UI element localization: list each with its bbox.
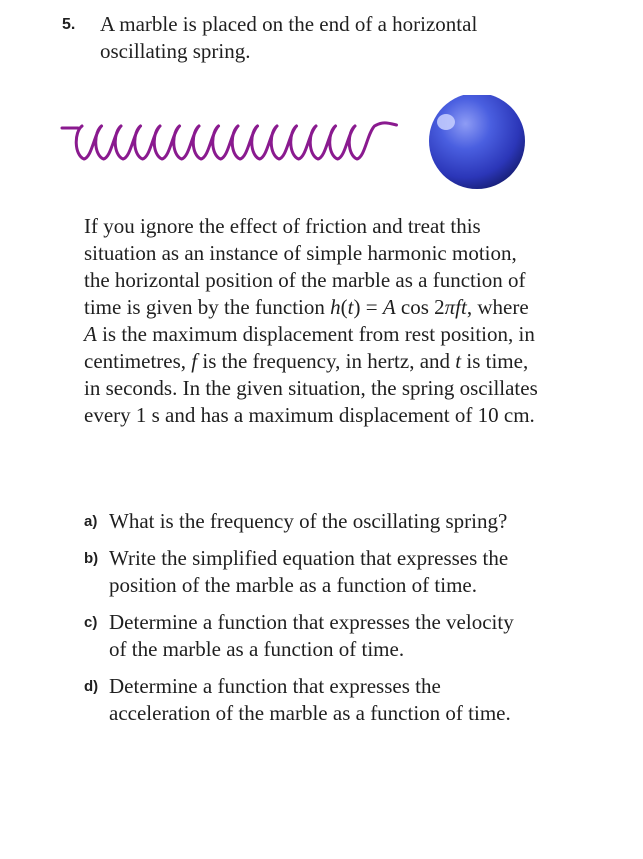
question-part-a <box>84 508 554 535</box>
a-variable: A <box>84 322 97 346</box>
function-lparen: ( <box>340 295 348 319</box>
spring-marble-illustration <box>60 95 530 205</box>
question-part-b <box>84 545 554 599</box>
problem-stem: A marble is placed on the end of a horizontal oscillating spring. <box>100 12 478 63</box>
question-parts <box>84 508 554 737</box>
description-text-1: If you ignore the effect of friction and treat this situation as an instance of simple harmonic motion, the horizontal position of the marble as a function of time is given by the function <box>84 214 526 319</box>
amplitude-symbol: A <box>382 295 396 319</box>
part-letter: b) <box>84 550 99 567</box>
cosine-text: cos 2 <box>395 295 445 319</box>
function-rparen: ) <box>353 295 361 319</box>
part-letter: d) <box>84 678 99 695</box>
description-text-5: is time, in seconds. In the given situation, the spring oscillates every 1 s and has a maximum displacement of 10 cm. <box>84 349 538 427</box>
pi-symbol: π <box>444 295 456 319</box>
part-text: Determine a function that expresses the acceleration of the marble as a function of time. <box>109 674 511 725</box>
marble-icon <box>429 95 525 189</box>
part-letter: a) <box>84 513 98 530</box>
f-variable: f <box>191 349 198 373</box>
spring-marble-figure <box>60 95 530 205</box>
description-text-2: , where <box>466 295 529 319</box>
marble-highlight <box>437 114 455 130</box>
problem-number: 5. <box>62 16 76 33</box>
equals-sign: = <box>360 295 383 319</box>
description-text-3: is the maximum displacement from rest position, in centimetres, <box>84 322 535 373</box>
t-variable: t <box>455 349 462 373</box>
question-part-d <box>84 673 554 727</box>
description-text-4: is the frequency, in hertz, and <box>197 349 456 373</box>
function-variable: t <box>347 295 354 319</box>
part-text: What is the frequency of the oscillating spring? <box>109 509 508 533</box>
part-text: Determine a function that expresses the velocity of the marble as a function of time. <box>109 610 514 661</box>
ft-symbol: ft <box>455 295 467 319</box>
function-name: h <box>330 295 341 319</box>
question-part-c <box>84 609 554 663</box>
problem-description <box>84 213 539 429</box>
part-letter: c) <box>84 614 98 631</box>
spring-icon <box>62 123 397 159</box>
part-text: Write the simplified equation that expresses the position of the marble as a function of time. <box>109 546 509 597</box>
